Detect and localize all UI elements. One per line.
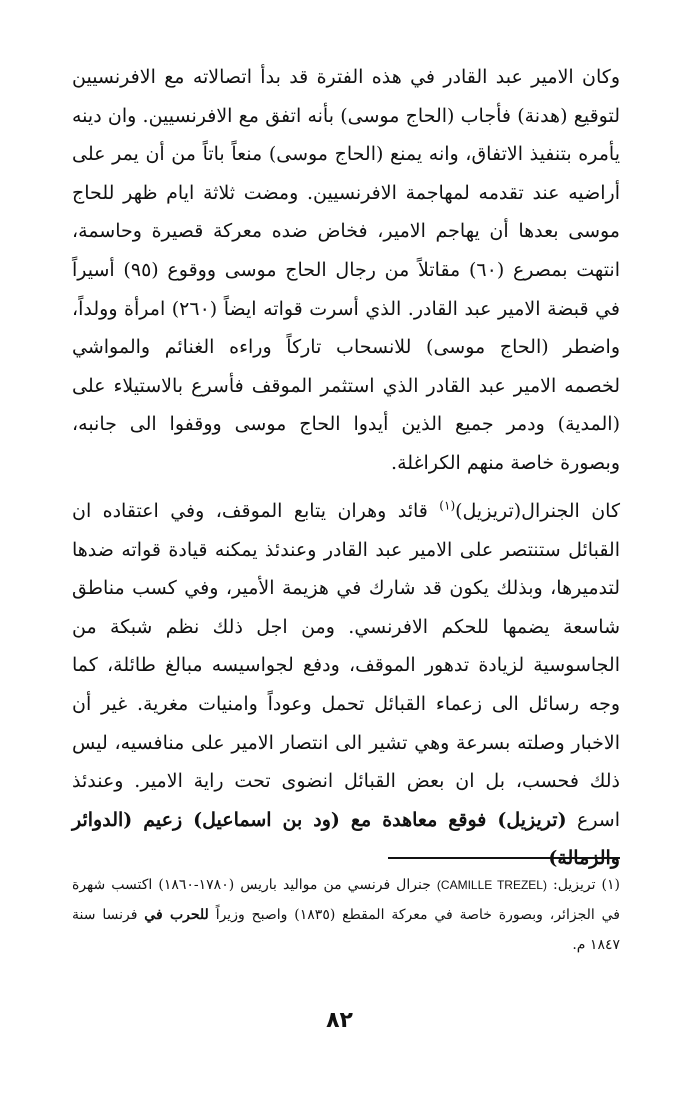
footnote-intro: (١) تريزيل: <box>546 877 621 893</box>
footnote-reference-marker: (١) <box>439 498 456 513</box>
paragraph-2-bold-ending: (تريزيل) فوقع معاهدة مع (ود بن اسماعيل) زعيم (الدوائر والزمالة) <box>72 808 620 870</box>
footnote <box>72 870 620 960</box>
paragraph-2-body: قائد وهران يتابع الموقف، وفي اعتقاده ان القبائل ستنتصر على الامير عبد القادر وعندئذ يمكنه قيادة قواته ضدها لتدميرها، وبذلك يكون قد شارك في هزيمة الأمير، وفي كسب مناطق شاسعة يضمها للحكم الافرنسي. ومن اجل ذلك نظم شبكة من الجاسوسية لزيادة تدهور الموقف، ودفع لجواسيسه مبالغ طائلة، كما وجه رسائل الى زعماء القبائل تحمل وعوداً وامنيات مغرية. غير أن الاخبار وصلته بسرعة وهي تشير الى انتصار الامير على منافسيه، ليس ذلك فحسب، بل ان بعض القبائل انضوى تحت راية الامير. وعندئذ اسرع <box>72 500 620 831</box>
footnote-text <box>72 870 620 960</box>
footnote-latin-name: (CAMILLE TREZEL) <box>436 878 547 892</box>
footnote-ending: فرنسا سنة ١٨٤٧ م. <box>72 907 620 953</box>
footnote-bold-word: للحرب في <box>144 907 209 923</box>
paragraph-1-text: وكان الامير عبد القادر في هذه الفترة قد بدأ اتصالاته مع الافرنسيين لتوقيع (هدنة) فأجاب (الحاج موسى) بأنه اتفق مع الافرنسيين. وان دينه يأمره بتنفيذ الاتفاق، وانه يمنع (الحاج موسى) منعاً باتاً من أن يمر على أراضيه عند تقدمه لمهاجمة الافرنسيين. ومضت ثلاثة ايام ظهر للحاج موسى بعدها أن يهاجم الامير، فخاض ضده معركة قصيرة وحاسمة، انتهت بمصرع (٦٠) مقاتلاً من رجال الحاج موسى ووقوع (٩٥) أسيراً في قبضة الامير عبد القادر. الذي أسرت قواته ايضاً (٢٦٠) امرأة وولداً، واضطر (الحاج موسى) للانسحاب تاركاً وراءه الغنائم والمواشي لخصمه الامير عبد القادر الذي استثمر الموقف فأسرع بالاستيلاء على (المدية) ودمر جميع الذين أيدوا الحاج موسى ووقفوا الى جانبه، وبصورة خاصة منهم الكراغلة. <box>72 66 620 474</box>
footnote-body: جنرال فرنسي من مواليد باريس (١٧٨٠-١٨٦٠) اكتسب شهرة في الجزائر، وبصورة خاصة في معركة المقطع (١٨٣٥) واصبح وزيراً <box>72 877 621 923</box>
paragraph-1 <box>72 58 620 483</box>
paragraph-2 <box>72 492 620 878</box>
footnote-separator-line <box>388 857 620 859</box>
paragraph-2-text <box>72 492 620 878</box>
page-number: ٨٢ <box>326 1008 353 1033</box>
paragraph-2-opening: كان الجنرال(تريزيل) <box>455 500 620 522</box>
